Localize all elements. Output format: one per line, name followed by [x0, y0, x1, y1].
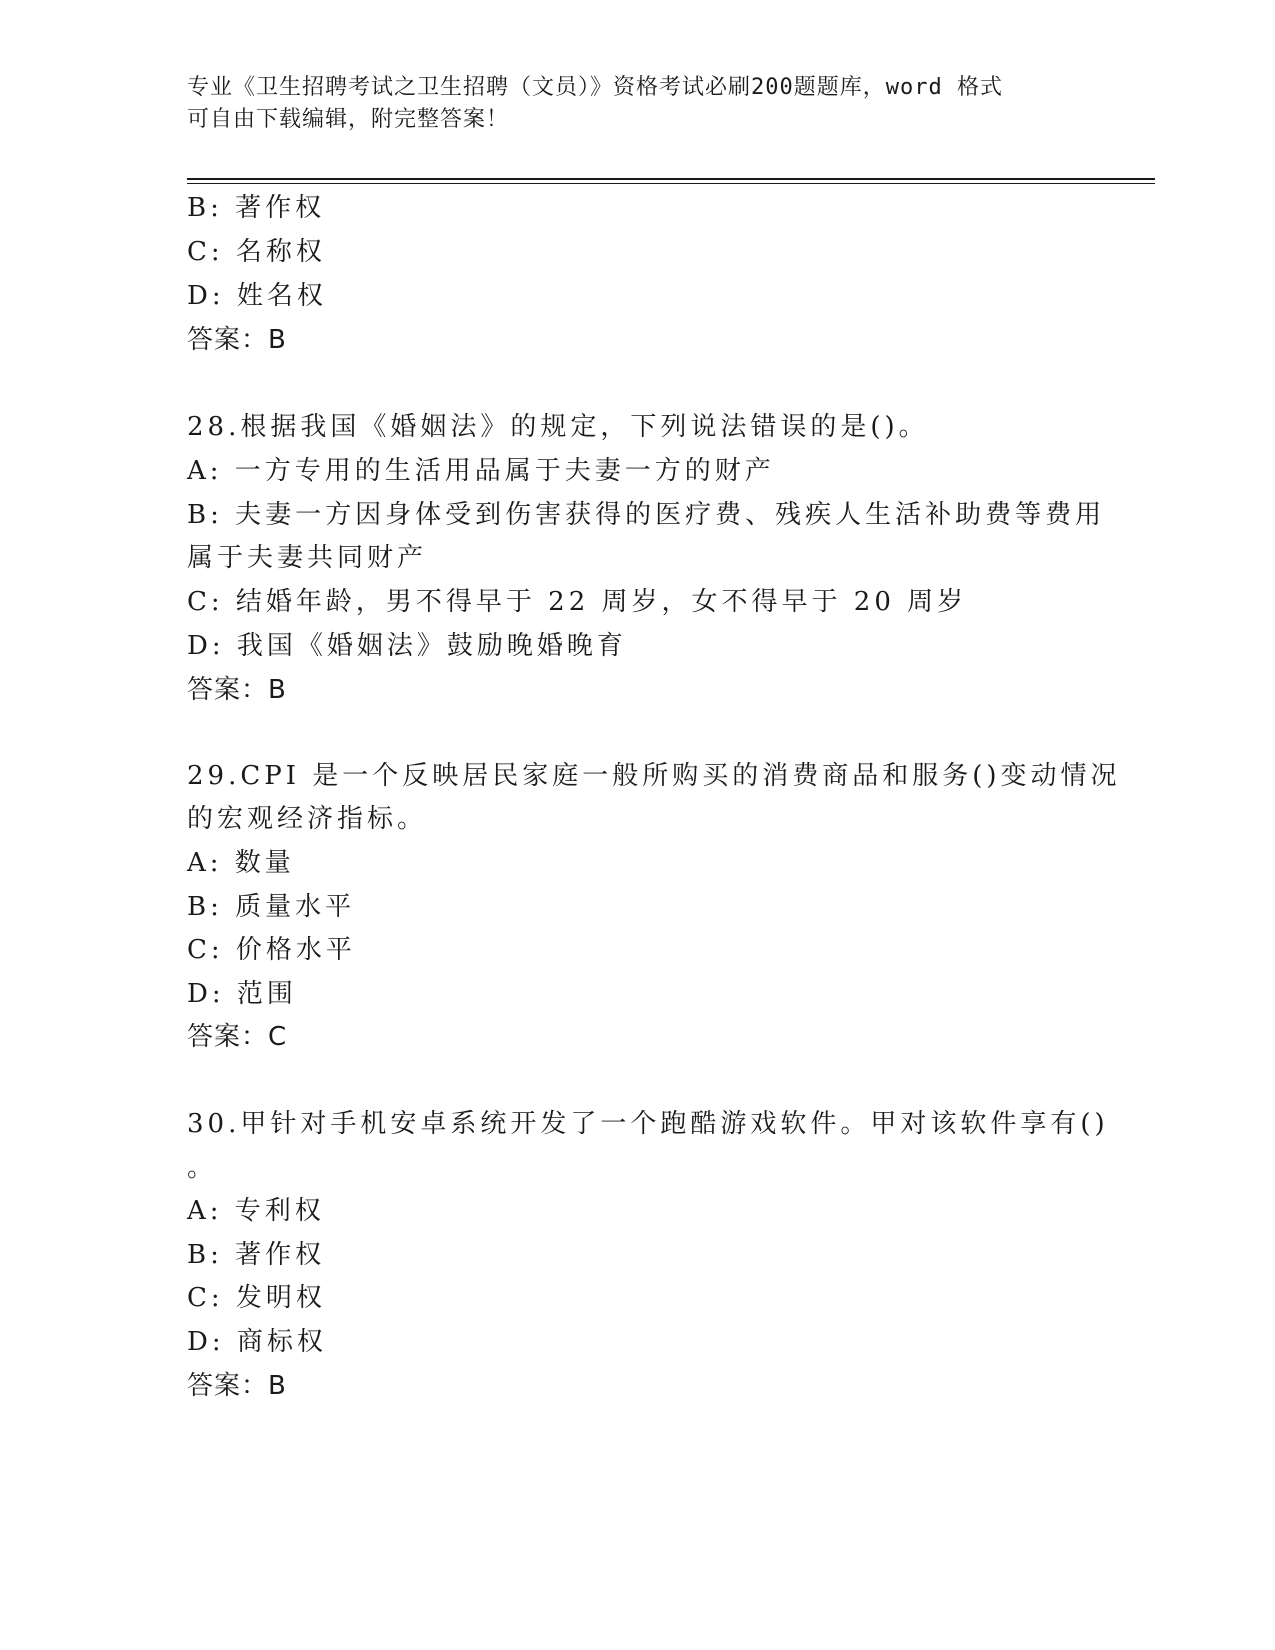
q29-stem-line-2: 的宏观经济指标。 [187, 804, 428, 834]
q27-option-d: D: 姓名权 [187, 281, 327, 311]
q27-option-b: B: 著作权 [187, 193, 326, 223]
q27-answer: 答案：B [187, 325, 287, 355]
q28-option-d: D: 我国《婚姻法》鼓励晚婚晚育 [187, 631, 627, 661]
q30-option-a: A: 专利权 [187, 1196, 325, 1226]
q30-option-d: D: 商标权 [187, 1327, 327, 1357]
q28-option-a: A: 一方专用的生活用品属于夫妻一方的财产 [187, 456, 775, 486]
q28-stem: 28.根据我国《婚姻法》的规定，下列说法错误的是()。 [187, 412, 929, 442]
q27-option-c: C: 名称权 [187, 237, 326, 267]
q29-stem-line-1: 29.CPI 是一个反映居民家庭一般所购买的消费商品和服务()变动情况 [187, 761, 1121, 791]
q28-answer: 答案：B [187, 675, 287, 705]
q29-answer: 答案：C [187, 1022, 288, 1052]
q30-answer: 答案：B [187, 1371, 287, 1401]
header-line-2: 可自由下载编辑，附完整答案！ [187, 107, 510, 132]
q29-option-c: C: 价格水平 [187, 935, 356, 965]
q30-stem-line-1: 30.甲针对手机安卓系统开发了一个跑酷游戏软件。甲对该软件享有() [187, 1109, 1109, 1139]
q28-option-c: C: 结婚年龄，男不得早于 22 周岁，女不得早于 20 周岁 [187, 587, 968, 617]
q29-option-a: A: 数量 [187, 848, 295, 878]
q30-option-b: B: 著作权 [187, 1240, 326, 1270]
header-divider-thick [187, 178, 1155, 180]
q30-option-c: C: 发明权 [187, 1283, 326, 1313]
q29-option-b: B: 质量水平 [187, 892, 356, 922]
q29-option-d: D: 范围 [187, 979, 297, 1009]
header-line-1: 专业《卫生招聘考试之卫生招聘（文员）》资格考试必刷200题题库，word 格式 [187, 75, 1003, 100]
q28-option-b-line-1: B: 夫妻一方因身体受到伤害获得的医疗费、残疾人生活补助费等费用 [187, 500, 1106, 530]
document-header [187, 72, 1067, 136]
q28-option-b-line-2: 属于夫妻共同财产 [187, 543, 428, 573]
q30-stem-line-2: 。 [187, 1153, 218, 1183]
header-divider-thin [187, 183, 1155, 184]
